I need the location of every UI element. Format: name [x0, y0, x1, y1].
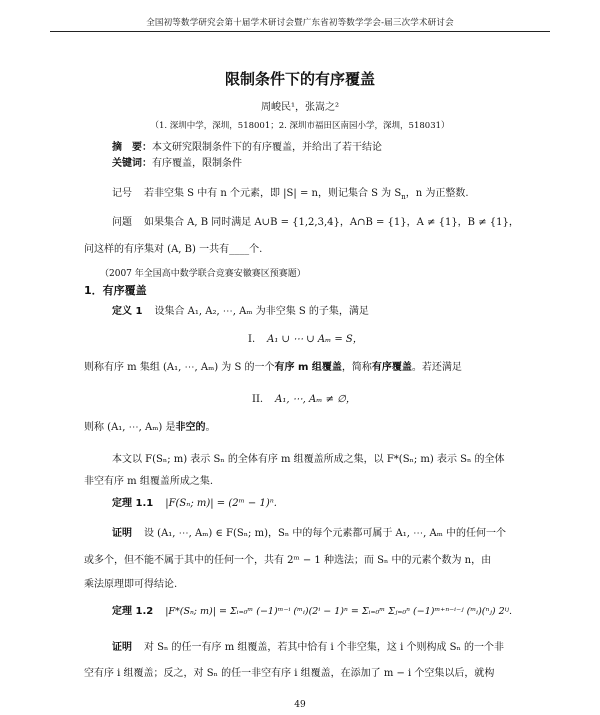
- term-nonempty: 非空的: [175, 422, 206, 433]
- condition-2-expression: A₁, ⋯, Aₘ ≠ ∅，: [275, 394, 356, 405]
- header-rule: [50, 31, 550, 32]
- definition-line-2: [84, 358, 462, 373]
- definition-label: 定义 1: [112, 306, 143, 317]
- proof-1-line-3: 乘法原理即可得结论.: [84, 579, 178, 590]
- condition-1-number: I.: [248, 334, 256, 345]
- page-number: 49: [294, 700, 306, 710]
- problem-text: 如果集合 A, B 同时满足 A∪B = {1,2,3,4}，A∩B = {1}，A ≠ {1}，B ≠ {1}，: [144, 217, 519, 228]
- condition-1-expression: A₁ ∪ ⋯ ∪ Aₘ = S，: [267, 334, 363, 345]
- proof-2-line-2: 空有序 i 组覆盖；反之，对 Sₙ 的任一非空有序 i 组覆盖，在添加了 m − i 个空集以后，就构: [84, 668, 495, 679]
- notation-subscript: n: [401, 193, 406, 201]
- definition-line-2-b: ，简称: [341, 362, 372, 373]
- notation-paragraph: [112, 184, 469, 201]
- definition-line-2-a: 则称有序 m 集组 (A₁, ⋯, Aₘ) 为 S 的一个: [84, 362, 275, 373]
- running-header: 全国初等数学研究会第十届学术研讨会暨广东省初等数学学会-届三次学术研讨会: [146, 18, 454, 28]
- term-ordered-m-cover: 有序 m 组覆盖: [274, 362, 342, 373]
- condition-1: [248, 330, 363, 345]
- keywords: [112, 154, 242, 169]
- definition-line-2-c: 。若还满足: [411, 362, 462, 373]
- problem-source: （2007 年全国高中数学联合竞赛安徽赛区预赛题）: [100, 269, 306, 279]
- proof-1-label: 证明: [112, 528, 132, 539]
- problem-paragraph: [112, 213, 519, 228]
- abstract-label: 摘 要：: [112, 142, 152, 153]
- problem-line-2: 问这样的有序集对 (A, B) 一共有____个.: [84, 244, 263, 255]
- authors: 周峻民¹，张嵩之²: [260, 102, 340, 113]
- abstract: [112, 138, 382, 153]
- problem-label: 问题: [112, 217, 132, 228]
- proof-2-line-1: [112, 638, 504, 653]
- section-heading: 1．有序覆盖: [84, 284, 147, 297]
- definition-line-3-a: 则称 (A₁, ⋯, Aₘ) 是: [84, 422, 176, 433]
- paper-title: 限制条件下的有序覆盖: [224, 70, 375, 88]
- theorem-1-1: [112, 494, 277, 509]
- paragraph-notation-line-1: 本文以 F(Sₙ; m) 表示 Sₙ 的全体有序 m 组覆盖所成之集，以 F*(Sₙ; m) 表示 Sₙ 的全体: [112, 454, 505, 465]
- theorem-1-2-expression: |F*(Sₙ; m)| = Σᵢ₌₀ᵐ (−1)ᵐ⁻ⁱ (ᵐᵢ)(2ⁱ − 1)ⁿ = Σᵢ₌₀ᵐ Σⱼ₌₀ⁿ (−1)ᵐ⁺ⁿ⁻ⁱ⁻ʲ (ᵐᵢ)(ⁿⱼ) 2ⁱʲ.: [165, 606, 513, 617]
- notation-label: 记号: [112, 188, 132, 199]
- notation-text-b: ，n 为正整数.: [405, 188, 469, 199]
- definition-text: 设集合 A₁, A₂, ⋯, Aₘ 为非空集 S 的子集，满足: [154, 306, 369, 317]
- condition-2: [252, 390, 356, 405]
- term-ordered-cover: 有序覆盖: [371, 362, 412, 373]
- condition-2-number: II.: [252, 394, 264, 405]
- theorem-1-1-expression: |F(Sₙ; m)| = (2ᵐ − 1)ⁿ.: [165, 498, 277, 509]
- paragraph-notation-line-2: 非空有序 m 组覆盖所成之集.: [84, 476, 214, 487]
- proof-1-text-1: 设 (A₁, ⋯, Aₘ) ∈ F(Sₙ; m)，Sₙ 中的每个元素都可属于 A₁, ⋯, Aₘ 中的任何一个: [144, 528, 507, 539]
- definition-line-3-b: 。: [205, 422, 216, 433]
- theorem-1-1-label: 定理 1.1: [112, 498, 154, 509]
- proof-1-line-1: [112, 524, 506, 539]
- theorem-1-2-label: 定理 1.2: [112, 606, 154, 617]
- notation-text-a: 若非空集 S 中有 n 个元素，即 |S| = n，则记集合 S 为 S: [144, 188, 402, 199]
- abstract-text: 本文研究限制条件下的有序覆盖，并给出了若干结论: [152, 142, 382, 153]
- keywords-label: 关键词：: [112, 158, 152, 169]
- affiliations: （1. 深圳中学，深圳，518001；2. 深圳市福田区南园小学，深圳，518031）: [150, 121, 450, 131]
- theorem-1-2: [112, 602, 512, 617]
- proof-1-line-2: 或多个，但不能不属于其中的任何一个，共有 2ᵐ − 1 种选法；而 Sₙ 中的元素个数为 n，由: [84, 555, 492, 566]
- proof-2-label: 证明: [112, 642, 132, 653]
- keywords-text: 有序覆盖，限制条件: [152, 158, 242, 169]
- definition-line-3: [84, 418, 215, 433]
- proof-2-text-1: 对 Sₙ 的任一有序 m 组覆盖，若其中恰有 i 个非空集，这 i 个则构成 Sₙ 的一个非: [144, 642, 505, 653]
- definition-1: [112, 302, 369, 317]
